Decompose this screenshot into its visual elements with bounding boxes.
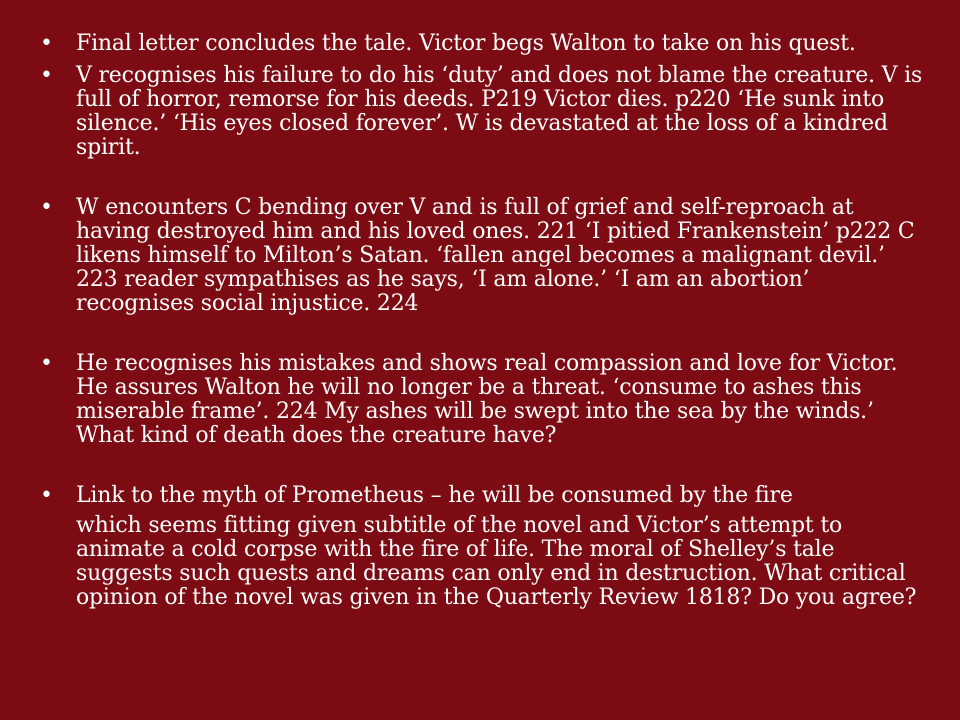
bullet-dot-icon: • <box>40 63 53 88</box>
bullet-item-1 <box>40 32 932 56</box>
bullet-text: V recognises his failure to do his ‘duty’ and does not blame the creature. V is full of horror, remorse for his deeds. P219 Victor dies. p220 ‘He sunk into silence.’ ‘His eyes closed forever’. W is devastated at the loss of a kindred spirit. <box>76 63 923 160</box>
bullet-dot-icon: • <box>40 483 53 508</box>
bullet-item-4 <box>40 352 932 448</box>
bullet-item-2 <box>40 64 932 160</box>
bullet-item-5 <box>40 484 932 508</box>
bullet-dot-icon: • <box>40 195 53 220</box>
bullet-dot-icon: • <box>40 351 53 376</box>
bullet-text: He recognises his mistakes and shows real compassion and love for Victor. He assures Walton he will no longer be a threat. ‘consume to ashes this miserable frame’. 224 My ashes will be swept into the sea by the winds.’ What kind of death does the creature have? <box>76 351 898 448</box>
bullet-text: Final letter concludes the tale. Victor begs Walton to take on his quest. <box>76 31 856 56</box>
bullet-text: W encounters C bending over V and is full of grief and self-reproach at having destroyed him and his loved ones. 221 ‘I pitied Frankenstein’ p222 C likens himself to Milton’s Satan. ‘fallen angel becomes a malignant devil.’ 223 reader sympathises as he says, ‘I am alone.’ ‘I am an abortion’ recognises social injustice. 224 <box>76 195 915 316</box>
bullet-dot-icon: • <box>40 31 53 56</box>
bullet-text: Link to the myth of Prometheus – he will be consumed by the fire <box>76 483 793 508</box>
bullet-item-3 <box>40 196 932 316</box>
bullet-list <box>40 32 932 508</box>
continuation-paragraph: which seems fitting given subtitle of the novel and Victor’s attempt to animate a cold corpse with the fire of life. The moral of Shelley’s tale suggests such quests and dreams can only end in destruction. What critical opinion of the novel was given in the Quarterly Review 1818? Do you agree? <box>76 513 917 610</box>
